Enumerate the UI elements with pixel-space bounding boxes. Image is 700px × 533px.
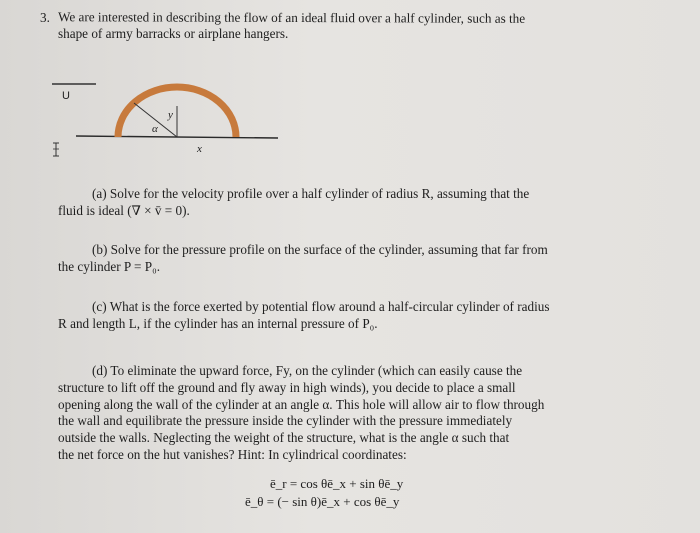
angle-label: α — [152, 123, 158, 135]
intro-line-1: We are interested in describing the flow of an ideal fluid over a half cylinder, such as the — [57, 9, 526, 26]
intro-line-2: shape of army barracks or airplane hangers. — [58, 26, 289, 41]
part-d-line-5: outside the walls. Neglecting the weight of the structure, what is the angle α such that — [58, 430, 510, 446]
part-a-line-1: (a) Solve for the velocity profile over a half cylinder of radius R, assuming that the — [92, 186, 530, 201]
part-d-line-6: the net force on the hut vanishes? Hint: In cylindrical coordinates: — [58, 446, 407, 462]
part-d-line-1: (d) To eliminate the upward force, Fy, on the cylinder (which can easily cause the — [92, 363, 523, 378]
part-c — [58, 299, 618, 332]
part-d-line-4: the wall and equilibrate the pressure inside the cylinder with the pressure immediately — [58, 413, 513, 429]
part-b-line-2: the cylinder P = P₀. — [58, 258, 161, 274]
part-d-line-2: structure to lift off the ground and fly away in high winds), you decide to place a small — [58, 379, 516, 395]
problem-number: 3. — [40, 10, 50, 25]
flow-label: U — [62, 90, 70, 102]
part-d-line-3: opening along the wall of the cylinder at an angle α. This hole will allow air to flow through — [58, 396, 545, 412]
part-c-line-2: R and length L, if the cylinder has an internal pressure of P₀. — [58, 315, 378, 331]
part-a-line-2: fluid is ideal (∇ × v̄ = 0). — [58, 202, 190, 218]
y-axis-label: y — [168, 109, 173, 121]
equation-e-r: ē_r = cos θē_x + sin θē_y — [270, 476, 404, 491]
part-b-line-1: (b) Solve for the pressure profile on the surface of the cylinder, assuming that far from — [92, 242, 548, 257]
x-axis-label: x — [197, 143, 202, 155]
part-c-line-1: (c) What is the force exerted by potential flow around a half-circular cylinder of radius — [92, 299, 550, 314]
part-a — [58, 186, 618, 219]
part-b — [58, 242, 618, 275]
equation-e-theta: ē_θ = (− sin θ)ē_x + cos θē_y — [245, 494, 400, 509]
part-d — [58, 363, 638, 464]
